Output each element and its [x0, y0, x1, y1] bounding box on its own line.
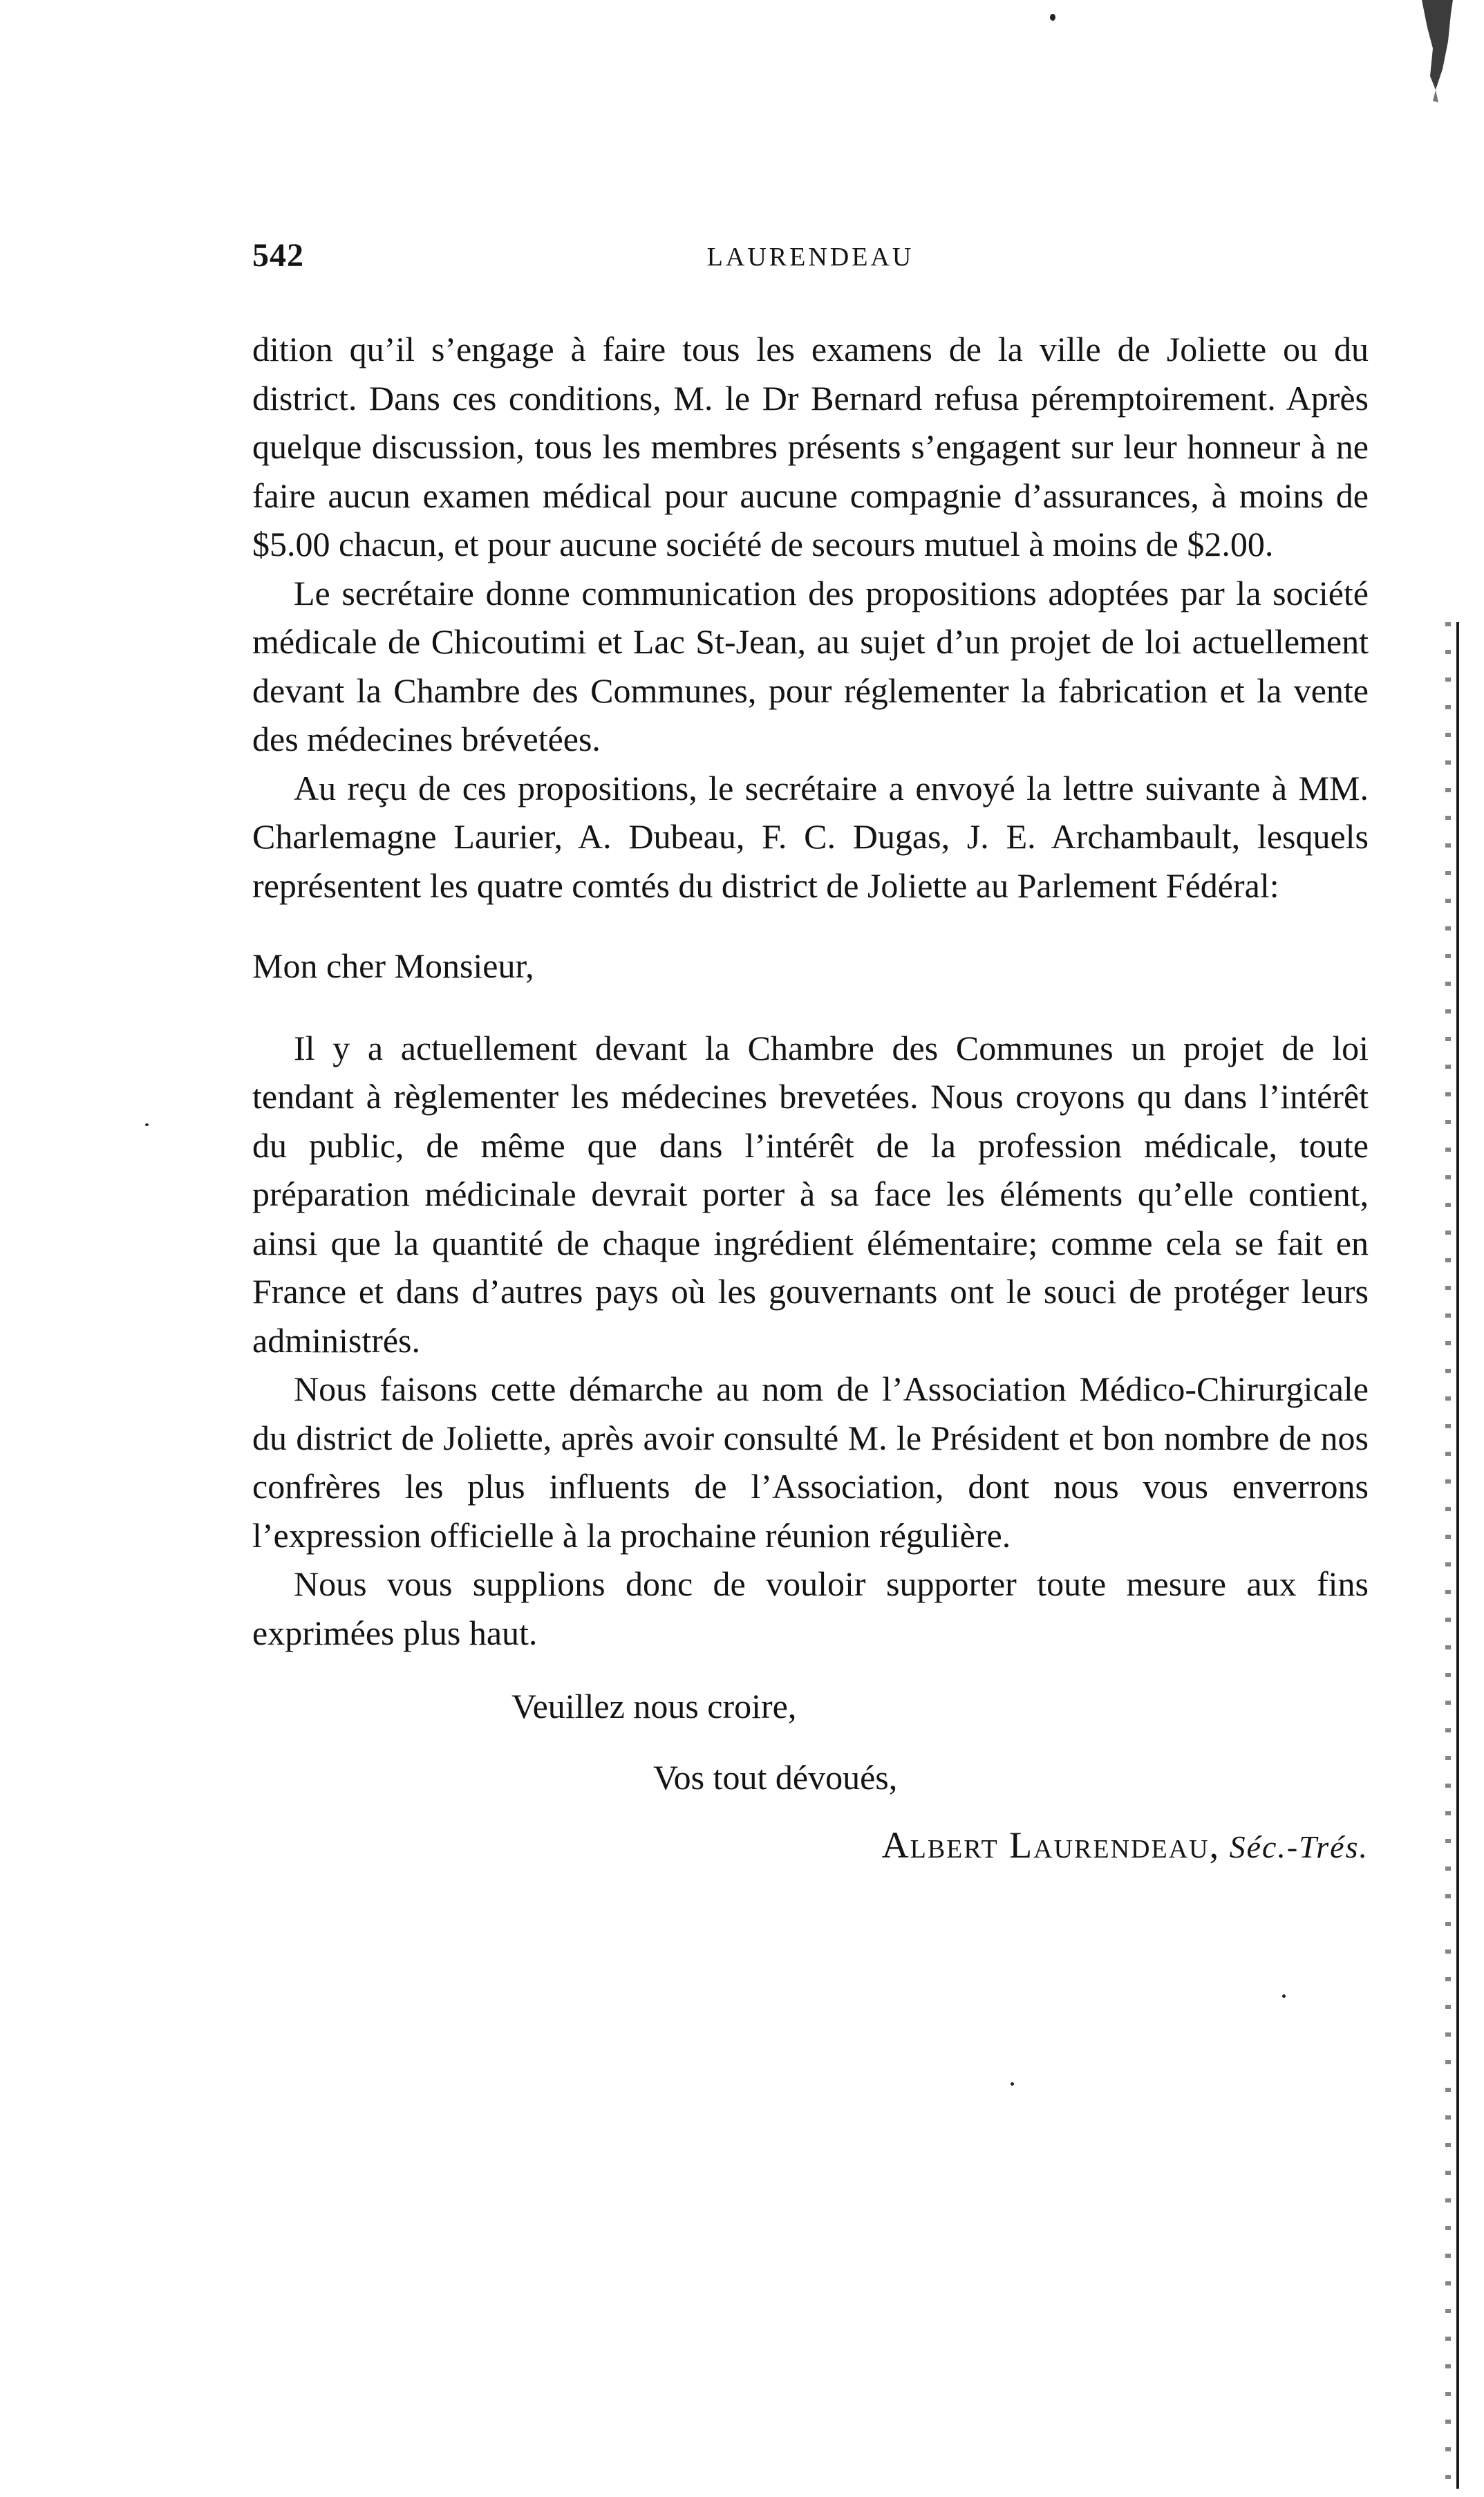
page-number: 542: [252, 237, 304, 274]
letter-paragraph: Nous faisons cette démarche au nom de l’Association Médico-Chirurgicale du district de Joliette, après avoir consulté M. le Président et bon nombre de nos confrères les plus influents de l’Association, dont nous vous enverrons l’expression officielle à la prochaine réunion régulière.: [252, 1369, 1369, 1555]
signature-name: Albert Laurendeau,: [881, 1824, 1221, 1866]
scan-speck: [1011, 2082, 1014, 2086]
body-paragraph: dition qu’il s’engage à faire tous les examens de la ville de Joliette ou du district. Dans ces conditions, M. le Dr Bernard refusa péremptoirement. Après quelque discussion, tous les membres présents s’engagent sur leur honneur à ne faire aucun examen médical pour aucune compagnie d’assurances, à moins de $5.00 chacun, et pour aucune société de secours mutuel à moins de $2.00.: [252, 330, 1369, 563]
page-body: [252, 325, 1369, 1872]
letter-paragraph: Nous vous supplions donc de vouloir supporter toute mesure aux fins exprimées plus haut.: [252, 1564, 1369, 1652]
scan-binding-edge: [1456, 622, 1459, 2489]
letter-paragraph: Il y a actuellement devant la Chambre des Communes un projet de loi tendant à règlementer les médecines brevetées. Nous croyons qu dans l’intérêt du public, de même que dans l’intérêt de la profession médicale, toute préparation médicinale devrait porter à sa face les éléments qu’elle contient, ainsi que la quantité de chaque ingrédient élémentaire; comme cela se fait en France et dans d’autres pays où les gouvernants ont le souci de protéger leurs administrés.: [252, 1028, 1369, 1360]
running-head: LAURENDEAU: [706, 243, 914, 272]
letter-signature: [252, 1821, 1369, 1872]
signature-title: Séc.-Trés.: [1229, 1829, 1369, 1864]
letter-salutation: Mon cher Monsieur,: [252, 946, 534, 985]
scan-binding-ticks: [1445, 622, 1451, 2489]
letter-closing: Veuillez nous croire,: [511, 1687, 797, 1726]
scan-corner-artifact: [1415, 0, 1456, 104]
body-paragraph: Au reçu de ces propositions, le secrétaire a envoyé la lettre suivante à MM. Charlemagne Laurier, A. Dubeau, F. C. Dugas, J. E. Archambault, lesquels représentent les quatre comtés du district de Joliette au Parlement Fédéral:: [252, 768, 1369, 905]
body-paragraph: Le secrétaire donne communication des propositions adoptées par la société médicale de Chicoutimi et Lac St-Jean, au sujet d’un projet de loi actuellement devant la Chambre des Communes, pour réglementer la fabrication et la vente des médecines brévetées.: [252, 573, 1369, 758]
letter-closing: Vos tout dévoués,: [653, 1757, 898, 1797]
page-header: [252, 236, 1369, 285]
scan-speck: [1050, 14, 1055, 21]
scan-speck: [145, 1123, 149, 1126]
scan-speck: [1282, 1994, 1286, 1998]
